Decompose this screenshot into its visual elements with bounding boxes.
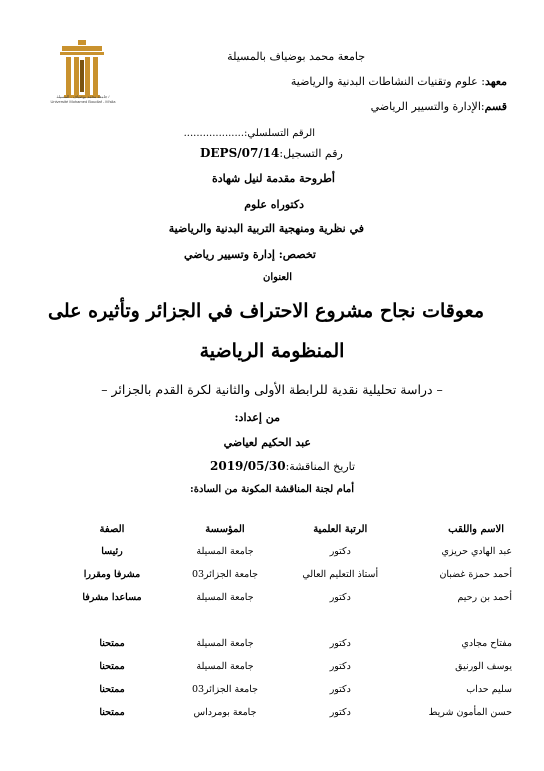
- defense-label: تاريخ المناقشة:: [285, 460, 356, 473]
- member-rank: دكتور: [329, 592, 351, 603]
- member-role: رئيسا: [101, 546, 123, 557]
- university-name: جامعة محمد بوضياف بالمسيلة: [227, 50, 365, 63]
- department-label: قسم: [484, 100, 507, 113]
- table-row: [60, 655, 512, 678]
- specialty: تخصص: إدارة وتسيير رياضي: [184, 248, 316, 261]
- member-role: مشرفا ومقررا: [83, 569, 141, 580]
- member-name: مفتاح مجادي: [461, 638, 512, 649]
- title-label: العنوان: [263, 272, 292, 283]
- registration-line: [200, 146, 343, 160]
- header-role: الصفة: [99, 524, 125, 535]
- member-institution: جامعة المسيلة: [196, 638, 254, 649]
- institute-label: معهد: [484, 75, 507, 88]
- header-name: الاسم واللقب: [448, 524, 504, 535]
- institute-value: : علوم وتقنيات النشاطات البدنية والرياضية: [290, 75, 485, 88]
- member-institution: جامعة الجزائر03: [191, 569, 259, 580]
- institute-line: [291, 75, 507, 88]
- department-value: :الإدارة والتسيير الرياضي: [370, 100, 485, 113]
- thesis-title-line2: المنظومة الرياضية: [199, 340, 345, 362]
- member-rank: دكتور: [329, 661, 351, 672]
- department-line: [371, 100, 507, 113]
- registration-label: رقم التسجيل:: [279, 147, 343, 160]
- defense-date-line: [210, 459, 355, 473]
- jury-header-row: [60, 524, 512, 540]
- thesis-subtitle: – دراسة تحليلية نقدية للرابطة الأولى والثانية لكرة القدم بالجزائر –: [101, 382, 443, 397]
- table-row: [60, 678, 512, 701]
- member-role: ممتحنا: [99, 638, 125, 649]
- member-name: عبد الهادي حريزي: [441, 546, 512, 557]
- header-rank: الرتبة العلمية: [313, 524, 368, 535]
- committee-intro: أمام لجنة المناقشة المكونة من السادة:: [190, 484, 354, 495]
- member-role: ممتحنا: [99, 684, 125, 695]
- row-gap: [60, 609, 512, 632]
- presented-for: أطروحة مقدمة لنيل شهادة: [211, 172, 335, 185]
- member-rank: دكتور: [329, 546, 351, 557]
- field-of-study: في نظرية ومنهجية التربية البدنية والرياضية: [168, 222, 364, 235]
- member-institution: جامعة المسيلة: [196, 592, 254, 603]
- member-rank: أستاذ التعليم العالي: [302, 569, 379, 580]
- member-role: ممتحنا: [99, 707, 125, 718]
- header-institution: المؤسسة: [205, 524, 245, 535]
- member-rank: دكتور: [329, 638, 351, 649]
- serial-number-line: [184, 128, 315, 139]
- table-row: [60, 540, 512, 563]
- prepared-by-label: من إعداد:: [234, 411, 280, 424]
- member-institution: جامعة المسيلة: [196, 661, 254, 672]
- registration-value: DEPS/07/14: [200, 146, 280, 160]
- defense-date: 2019/05/30: [210, 459, 286, 473]
- author-name: عبد الحكيم لعياضي: [223, 436, 311, 449]
- serial-label: الرقم التسلسلي:: [244, 128, 315, 139]
- member-name: أحمد حمزة غضبان: [439, 569, 512, 580]
- member-name: سليم حداب: [466, 684, 512, 695]
- table-row: [60, 701, 512, 724]
- table-row: [60, 586, 512, 609]
- serial-value: ...................: [183, 128, 245, 139]
- table-row: [60, 563, 512, 586]
- member-institution: جامعة بومرداس: [193, 707, 257, 718]
- thesis-title-line1: معوقات نجاح مشروع الاحتراف في الجزائر وتأثيره على: [48, 300, 484, 322]
- member-role: مساعدا مشرفا: [82, 592, 142, 603]
- member-institution: جامعة المسيلة: [196, 546, 254, 557]
- jury-table: [60, 524, 512, 724]
- logo-caption: جامعة محمد بوضياف - المسيلة / Université Mohamed Boudiaf - M'sila: [50, 94, 116, 104]
- table-row: [60, 632, 512, 655]
- member-institution: جامعة الجزائر03: [191, 684, 259, 695]
- member-name: حسن المأمون شريط: [428, 707, 512, 718]
- member-rank: دكتور: [329, 684, 351, 695]
- member-name: يوسف الورنيق: [455, 661, 512, 672]
- member-rank: دكتور: [329, 707, 351, 718]
- degree: دكتوراه علوم: [244, 198, 304, 211]
- member-role: ممتحنا: [99, 661, 125, 672]
- member-name: أحمد بن رحيم: [457, 592, 512, 603]
